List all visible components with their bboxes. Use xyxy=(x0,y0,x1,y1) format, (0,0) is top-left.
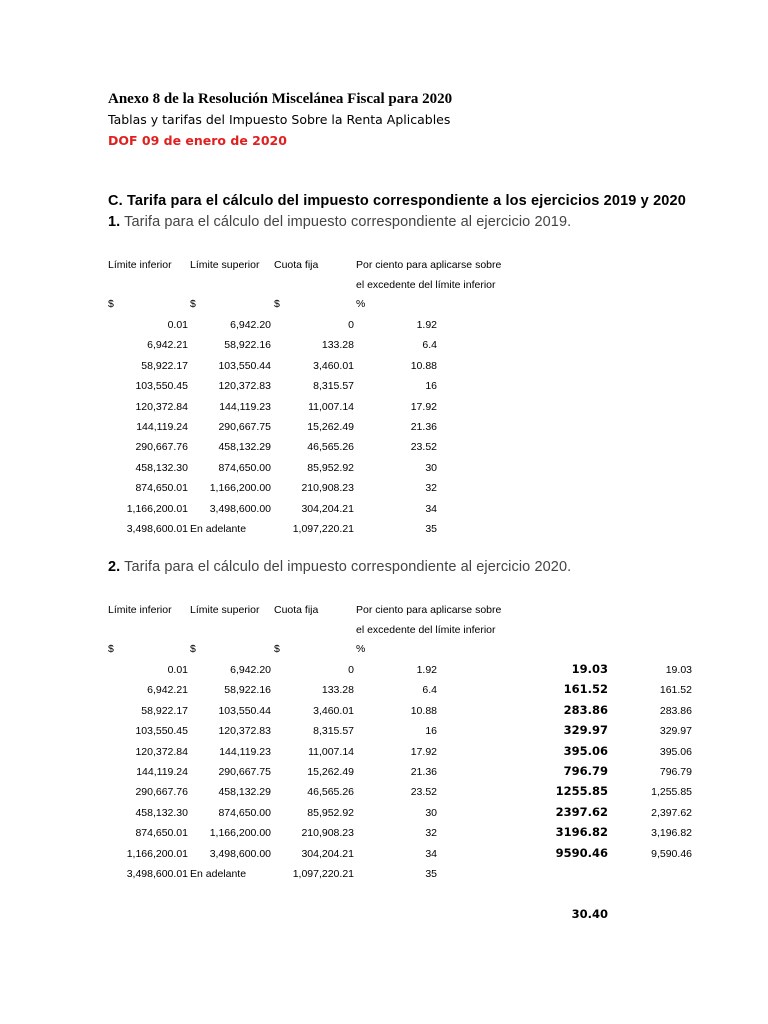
dof-date: DOF 09 de enero de 2020 xyxy=(108,133,287,148)
unit-lower: $ xyxy=(108,643,114,655)
cell-upper-limit: 120,372.83 xyxy=(218,380,271,392)
cell-upper-limit: En adelante xyxy=(190,868,247,880)
cell-lower-limit: 6,942.21 xyxy=(147,339,188,351)
cell-percent: 1.92 xyxy=(416,319,437,331)
cell-lower-limit: 0.01 xyxy=(167,664,188,676)
cell-upper-limit: 3,498,600.00 xyxy=(209,503,271,515)
document-subtitle: Tablas y tarifas del Impuesto Sobre la Renta Aplicables xyxy=(108,112,451,127)
cell-lower-limit: 103,550.45 xyxy=(135,725,188,737)
cell-upper-limit: 103,550.44 xyxy=(218,705,271,717)
cell-fixed-fee: 46,565.26 xyxy=(307,786,354,798)
cell-fixed-fee: 133.28 xyxy=(321,339,354,351)
cell-upper-limit: 458,132.29 xyxy=(218,441,271,453)
document-title: Anexo 8 de la Resolución Miscelánea Fiscal para 2020 xyxy=(108,91,453,107)
cell-fixed-fee: 85,952.92 xyxy=(307,807,354,819)
unit-percent: % xyxy=(356,643,366,655)
cell-fixed-fee: 15,262.49 xyxy=(307,421,354,433)
cell-calculated-plain: 395.06 xyxy=(659,746,692,758)
cell-fixed-fee: 8,315.57 xyxy=(313,380,354,392)
cell-percent: 34 xyxy=(425,848,437,860)
cell-lower-limit: 58,922.17 xyxy=(141,705,188,717)
cell-fixed-fee: 8,315.57 xyxy=(313,725,354,737)
cell-fixed-fee: 1,097,220.21 xyxy=(292,523,354,535)
cell-upper-limit: 874,650.00 xyxy=(218,462,271,474)
cell-calculated-plain: 1,255.85 xyxy=(651,786,692,798)
cell-calculated-bold: 19.03 xyxy=(571,662,608,676)
cell-percent: 30 xyxy=(425,462,437,474)
unit-fixed: $ xyxy=(274,643,280,655)
header-lower-limit: Límite inferior xyxy=(108,604,172,616)
cell-calculated-bold: 2397.62 xyxy=(555,805,608,819)
cell-percent: 10.88 xyxy=(410,360,437,372)
cell-upper-limit: 290,667.75 xyxy=(218,766,271,778)
cell-upper-limit: 3,498,600.00 xyxy=(209,848,271,860)
cell-lower-limit: 1,166,200.01 xyxy=(126,503,188,515)
cell-fixed-fee: 46,565.26 xyxy=(307,441,354,453)
table-2019-heading xyxy=(108,214,571,230)
cell-upper-limit: 290,667.75 xyxy=(218,421,271,433)
cell-calculated-bold: 395.06 xyxy=(563,744,608,758)
cell-fixed-fee: 15,262.49 xyxy=(307,766,354,778)
cell-fixed-fee: 85,952.92 xyxy=(307,462,354,474)
cell-upper-limit: 58,922.16 xyxy=(224,684,271,696)
unit-percent: % xyxy=(356,298,366,310)
cell-upper-limit: 458,132.29 xyxy=(218,786,271,798)
cell-lower-limit: 0.01 xyxy=(167,319,188,331)
cell-calculated-bold: 329.97 xyxy=(563,723,608,737)
unit-fixed: $ xyxy=(274,298,280,310)
cell-calculated-plain: 329.97 xyxy=(659,725,692,737)
unit-upper: $ xyxy=(190,298,196,310)
cell-calculated-bold: 1255.85 xyxy=(555,784,608,798)
header-percent-line1: Por ciento para aplicarse sobre xyxy=(356,604,502,616)
header-percent-line2: el excedente del límite inferior xyxy=(356,279,496,291)
cell-percent: 35 xyxy=(425,523,437,535)
cell-lower-limit: 874,650.01 xyxy=(135,827,188,839)
cell-fixed-fee: 0 xyxy=(348,664,354,676)
cell-percent: 23.52 xyxy=(410,441,437,453)
unit-lower: $ xyxy=(108,298,114,310)
cell-percent: 21.36 xyxy=(410,766,437,778)
cell-lower-limit: 144,119.24 xyxy=(136,766,188,778)
cell-fixed-fee: 11,007.14 xyxy=(308,746,354,758)
cell-fixed-fee: 304,204.21 xyxy=(301,848,354,860)
cell-upper-limit: 874,650.00 xyxy=(218,807,271,819)
cell-upper-limit: 144,119.23 xyxy=(219,746,271,758)
cell-fixed-fee: 210,908.23 xyxy=(301,482,354,494)
cell-fixed-fee: 0 xyxy=(348,319,354,331)
cell-lower-limit: 290,667.76 xyxy=(135,441,188,453)
cell-lower-limit: 58,922.17 xyxy=(141,360,188,372)
header-fixed-fee: Cuota fija xyxy=(274,604,319,616)
cell-calculated-bold: 796.79 xyxy=(563,764,608,778)
cell-percent: 21.36 xyxy=(410,421,437,433)
cell-percent: 23.52 xyxy=(410,786,437,798)
cell-upper-limit: 120,372.83 xyxy=(218,725,271,737)
cell-calculated-plain: 3,196.82 xyxy=(651,827,692,839)
cell-lower-limit: 458,132.30 xyxy=(135,807,188,819)
cell-fixed-fee: 304,204.21 xyxy=(301,503,354,515)
cell-percent: 6.4 xyxy=(422,684,437,696)
cell-fixed-fee: 3,460.01 xyxy=(313,705,354,717)
cell-percent: 30 xyxy=(425,807,437,819)
cell-calculated-plain: 19.03 xyxy=(665,664,692,676)
cell-percent: 6.4 xyxy=(422,339,437,351)
cell-calculated-bold: 9590.46 xyxy=(555,846,608,860)
cell-upper-limit: 103,550.44 xyxy=(218,360,271,372)
cell-lower-limit: 458,132.30 xyxy=(135,462,188,474)
cell-calculated-plain: 2,397.62 xyxy=(651,807,692,819)
cell-fixed-fee: 210,908.23 xyxy=(301,827,354,839)
cell-calculated-bold: 3196.82 xyxy=(555,825,608,839)
header-fixed-fee: Cuota fija xyxy=(274,259,319,271)
cell-percent: 35 xyxy=(425,868,437,880)
cell-fixed-fee: 11,007.14 xyxy=(308,401,354,413)
cell-calculated-plain: 9,590.46 xyxy=(651,848,692,860)
cell-percent: 17.92 xyxy=(410,746,437,758)
cell-lower-limit: 290,667.76 xyxy=(135,786,188,798)
cell-calculated-plain: 283.86 xyxy=(659,705,692,717)
cell-upper-limit: 1,166,200.00 xyxy=(209,827,271,839)
cell-calculated-plain: 796.79 xyxy=(659,766,692,778)
cell-upper-limit: 6,942.20 xyxy=(230,319,271,331)
cell-lower-limit: 3,498,600.01 xyxy=(126,868,188,880)
cell-lower-limit: 6,942.21 xyxy=(147,684,188,696)
section-c-heading: C. Tarifa para el cálculo del impuesto correspondiente a los ejercicios 2019 y 2020 xyxy=(108,193,686,209)
cell-calculated-bold: 283.86 xyxy=(563,703,608,717)
cell-percent: 1.92 xyxy=(416,664,437,676)
cell-lower-limit: 120,372.84 xyxy=(135,746,188,758)
cell-lower-limit: 874,650.01 xyxy=(135,482,188,494)
cell-upper-limit: 58,922.16 xyxy=(224,339,271,351)
cell-calculated-bold: 161.52 xyxy=(563,682,608,696)
table-2019-number: 1. xyxy=(108,214,121,230)
cell-percent: 32 xyxy=(425,827,437,839)
table-2020-number: 2. xyxy=(108,559,121,575)
cell-upper-limit: En adelante xyxy=(190,523,247,535)
cell-percent: 17.92 xyxy=(410,401,437,413)
unit-upper: $ xyxy=(190,643,196,655)
cell-upper-limit: 1,166,200.00 xyxy=(209,482,271,494)
cell-percent: 16 xyxy=(425,380,437,392)
cell-percent: 16 xyxy=(425,725,437,737)
cell-percent: 10.88 xyxy=(410,705,437,717)
cell-fixed-fee: 133.28 xyxy=(321,684,354,696)
cell-lower-limit: 3,498,600.01 xyxy=(126,523,188,535)
header-upper-limit: Límite superior xyxy=(190,259,260,271)
header-lower-limit: Límite inferior xyxy=(108,259,172,271)
cell-percent: 32 xyxy=(425,482,437,494)
table-2019-title: Tarifa para el cálculo del impuesto correspondiente al ejercicio 2019. xyxy=(124,214,572,230)
cell-upper-limit: 144,119.23 xyxy=(219,401,271,413)
cell-lower-limit: 103,550.45 xyxy=(135,380,188,392)
table-2020-title: Tarifa para el cálculo del impuesto correspondiente al ejercicio 2020. xyxy=(124,559,572,575)
footer-total-value: 30.40 xyxy=(571,907,608,921)
cell-percent: 34 xyxy=(425,503,437,515)
cell-calculated-plain: 161.52 xyxy=(659,684,692,696)
header-upper-limit: Límite superior xyxy=(190,604,260,616)
cell-fixed-fee: 3,460.01 xyxy=(313,360,354,372)
cell-lower-limit: 1,166,200.01 xyxy=(126,848,188,860)
cell-lower-limit: 144,119.24 xyxy=(136,421,188,433)
table-2020-heading xyxy=(108,559,571,575)
cell-upper-limit: 6,942.20 xyxy=(230,664,271,676)
cell-lower-limit: 120,372.84 xyxy=(135,401,188,413)
header-percent-line1: Por ciento para aplicarse sobre xyxy=(356,259,502,271)
cell-fixed-fee: 1,097,220.21 xyxy=(292,868,354,880)
header-percent-line2: el excedente del límite inferior xyxy=(356,624,496,636)
